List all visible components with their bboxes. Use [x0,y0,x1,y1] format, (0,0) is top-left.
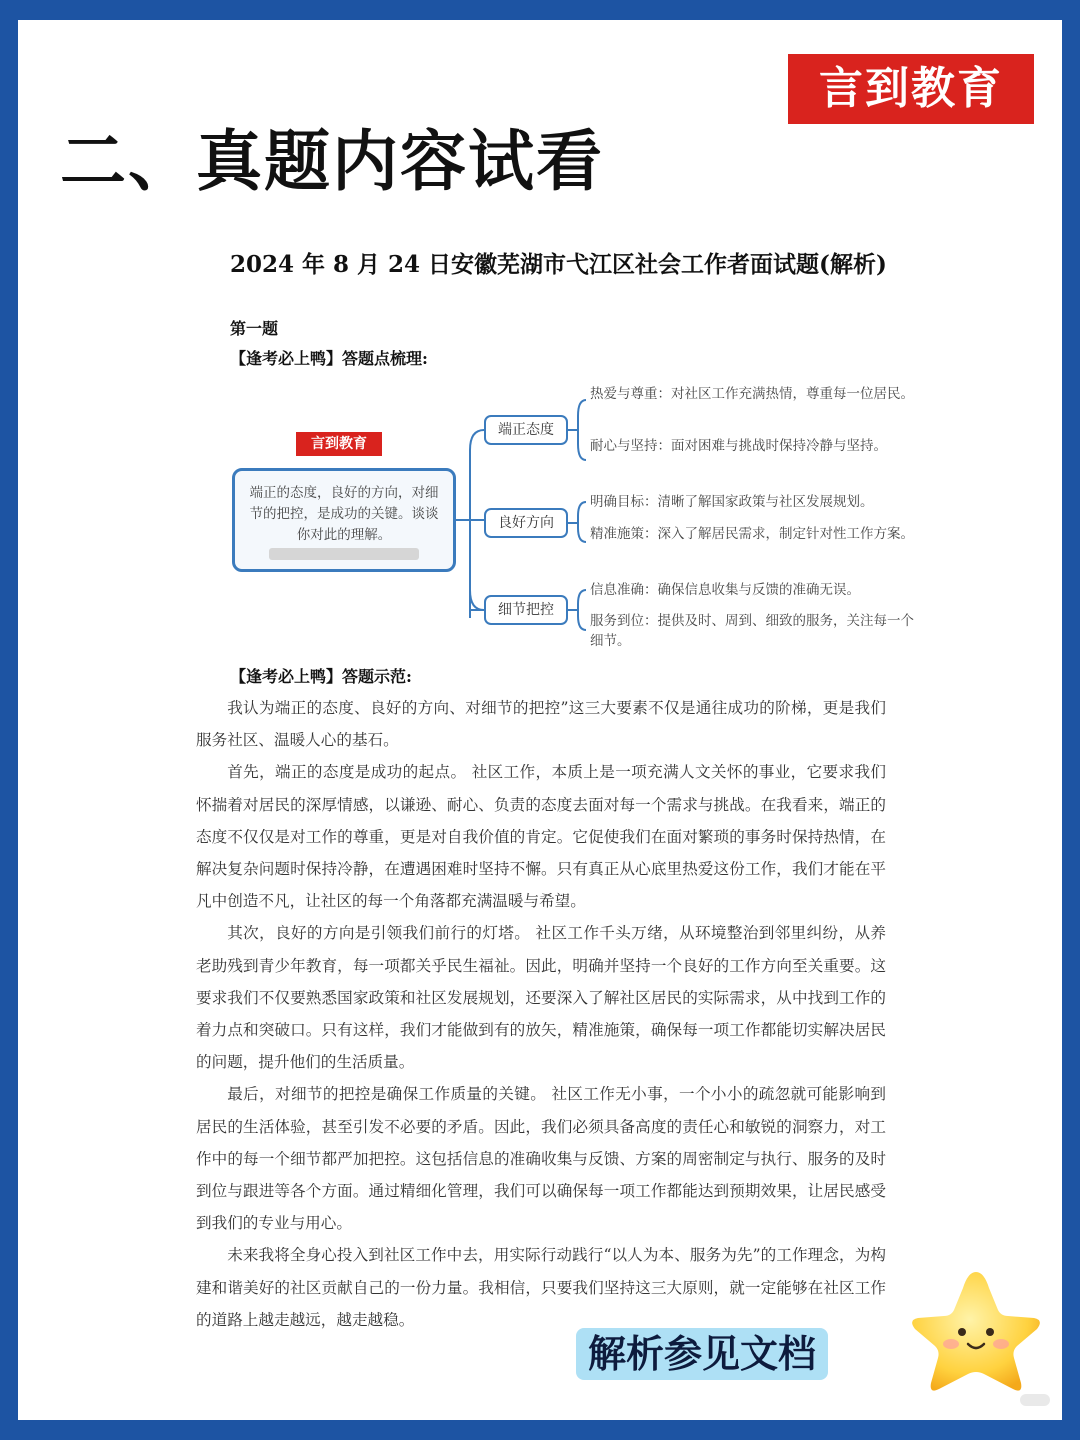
brand-logo: 言到教育 [788,54,1034,124]
paragraph: 其次，良好的方向是引领我们前行的灯塔。 社区工作千头万绪，从环境整治到邻里纠纷，从养老助残到青少年教育，每一项都关乎民生福祉。因此，明确并坚持一个良好的工作方向至关重要。这要求我们不仅要熟悉国家政策和社区发展规划，还要深入了解社区居民的实际需求，从中找到工作的着力点和突破口。只有这样，我们才能做到有的放矢，精准施策，确保每一项工作都能切实解决居民的问题，提升他们的生活质量。 [196,924,886,1072]
mindmap-leaf: 精准施策：深入了解居民需求，制定针对性工作方案。 [590,526,914,542]
mindmap-branch-direction: 良好方向 [484,508,568,538]
question-label: 第一题 [230,319,279,338]
corner-watermark [1020,1394,1050,1406]
mindmap-leaf: 服务到位：提供及时、周到、细致的服务，关注每一个细节。 [590,613,914,649]
paragraph: 首先，端正的态度是成功的起点。 社区工作，本质上是一项充满人文关怀的事业，它要求我们怀揣着对居民的深厚情感，以谦逊、耐心、负责的态度去面对每一个需求与挑战。在我看来，端正的态度不仅仅是对工作的尊重，更是对自我价值的肯定。它促使我们在面对繁琐的事务时保持热情，在解决复杂问题时保持冷静，在遭遇困难时坚持不懈。只有真正从心底里热爱这份工作，我们才能在平凡中创造不凡，让社区的每一个角落都充满温暖与希望。 [196,763,886,911]
document-title: 2024 年 8 月 24 日安徽芜湖市弋江区社会工作者面试题(解析) [230,251,887,278]
section-outline-heading: 【逢考必上鸭】答题点梳理: [230,349,428,368]
section-sample-heading: 【逢考必上鸭】答题示范: [230,667,412,686]
star-mascot-icon [906,1266,1046,1396]
mindmap-branch-detail: 细节把控 [484,595,568,625]
connector-branch-2 [568,502,586,542]
document-page [18,20,1062,1420]
paragraph: 最后，对细节的把控是确保工作质量的关键。 社区工作无小事，一个小小的疏忽就可能影响到居民的生活体验，甚至引发不必要的矛盾。因此，我们必须具备高度的责任心和敏锐的洞察力，对工作中的每一个细节都严加把控。这包括信息的准确收集与反馈、方案的周密制定与执行、服务的及时到位与跟进等各个方面。通过精细化管理，我们可以确保每一项工作都能达到预期效果，让居民感受到我们的专业与用心。 [196,1085,886,1233]
mindmap-leaf: 明确目标：清晰了解国家政策与社区发展规划。 [590,494,874,510]
page-heading: 二、真题内容试看 [60,123,604,200]
mindmap-center-text: 端正的态度，良好的方向，对细节的把控，是成功的关键。谈谈你对此的理解。 [249,485,439,543]
see-document-tag: 解析参见文档 [576,1328,828,1380]
mindmap-leaf: 信息准确：确保信息收集与反馈的准确无误。 [590,582,860,598]
connector-branch-1 [568,400,586,460]
answer-body [196,692,886,1336]
mindmap-leaf: 热爱与尊重：对社区工作充满热情，尊重每一位居民。 [590,386,914,402]
blurred-watermark [269,548,419,560]
paragraph: 我认为端正的态度、良好的方向、对细节的把控”这三大要素不仅是通往成功的阶梯，更是我们服务社区、温暖人心的基石。 [196,699,886,750]
connector-trunk [456,430,484,618]
mindmap-brand-badge: 言到教育 [296,432,382,456]
paragraph: 未来我将全身心投入到社区工作中去，用实际行动践行“以人为本、服务为先”的工作理念，为构建和谐美好的社区贡献自己的一份力量。我相信，只要我们坚持这三大原则，就一定能够在社区工作的道路上越走越远，越走越稳。 [196,1246,886,1329]
mindmap-leaf: 耐心与坚持：面对困难与挑战时保持冷静与坚持。 [590,438,887,454]
connector-branch-3 [568,590,586,630]
mindmap-center-node [232,468,456,572]
mindmap-branch-attitude: 端正态度 [484,415,568,445]
